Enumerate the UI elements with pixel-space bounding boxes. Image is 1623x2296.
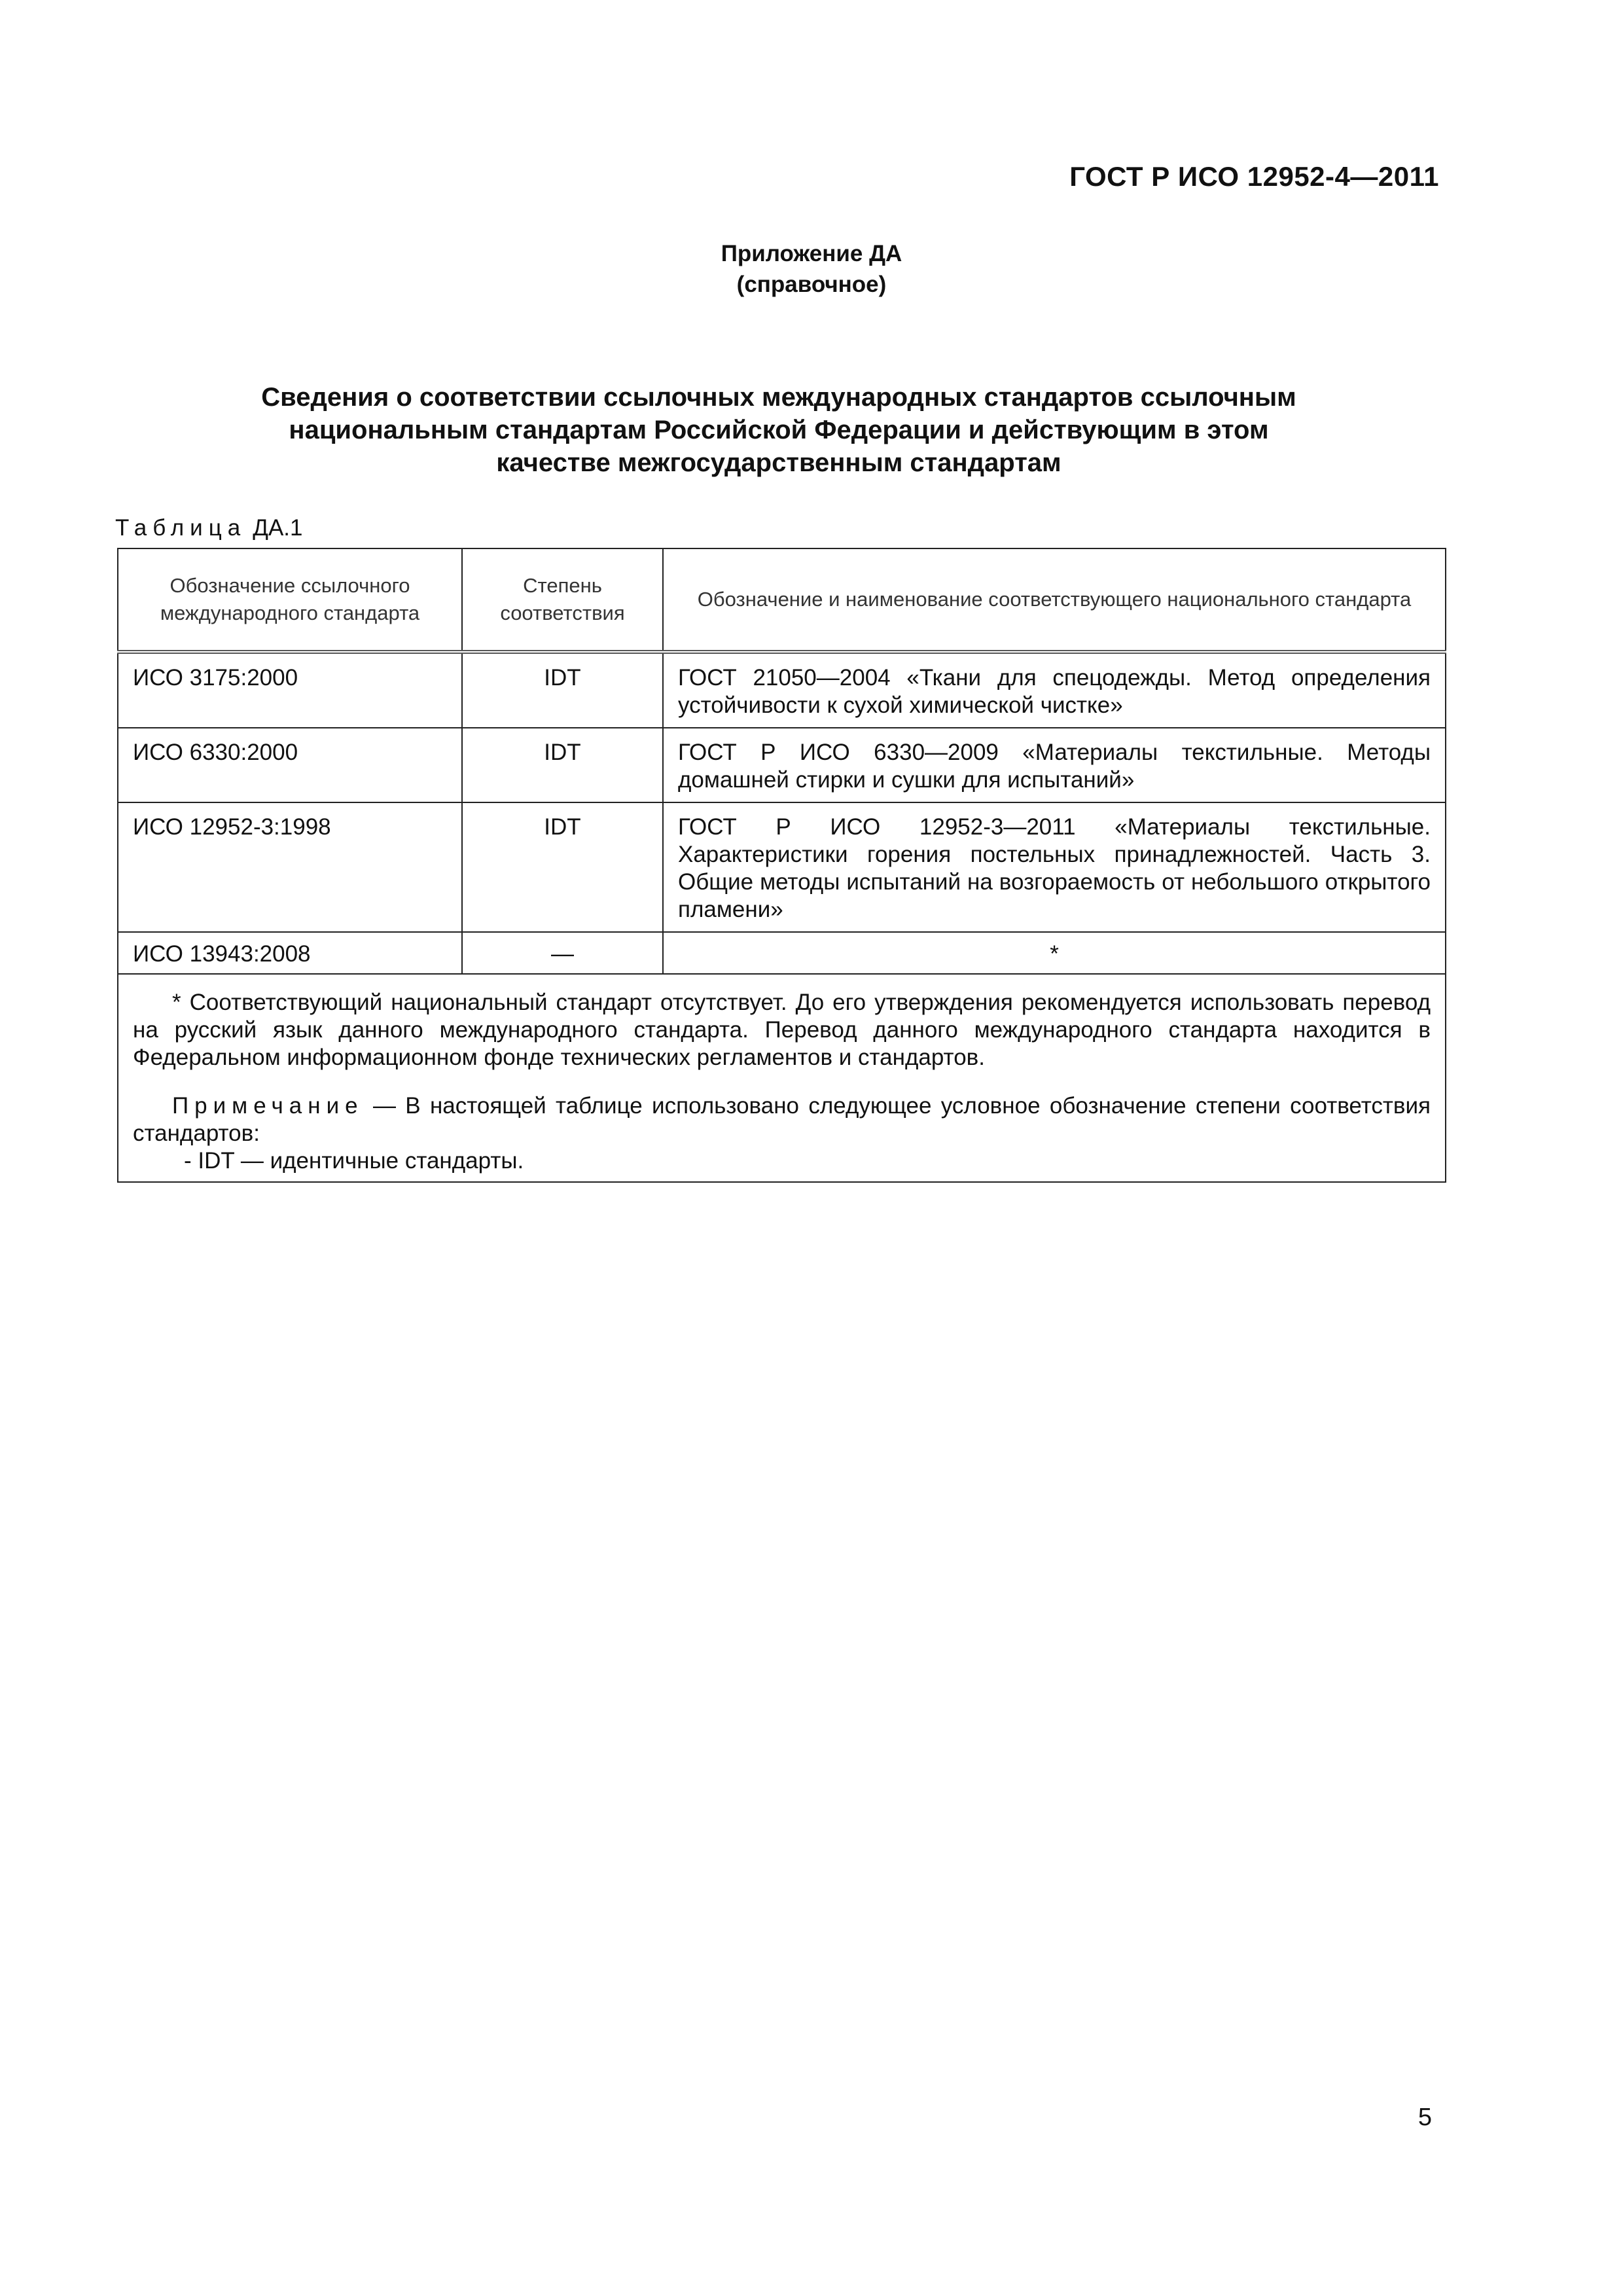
table-footnote-row bbox=[118, 974, 1446, 1182]
cell-name: * bbox=[663, 932, 1446, 974]
cell-degree: IDT bbox=[462, 802, 663, 932]
appendix-heading bbox=[0, 238, 1623, 300]
cell-code: ИСО 3175:2000 bbox=[118, 652, 462, 728]
cell-degree: IDT bbox=[462, 652, 663, 728]
table-row bbox=[118, 802, 1446, 932]
footnote-text: * Соответствующий национальный стандарт отсутствует. До его утверждения рекомендуется использовать перевод на русский язык данного международного стандарта. Перевод данного международного стандарта находится в Федеральном информационном фонде технических регламентов и стандартов. bbox=[133, 990, 1431, 1070]
table-label-number: ДА.1 bbox=[253, 515, 303, 541]
header-international-standard: Обозначение ссылочного международного стандарта bbox=[118, 548, 462, 652]
cell-name: ГОСТ Р ИСО 6330—2009 «Материалы текстильные. Методы домашней стирки и сушки для испытаний» bbox=[663, 728, 1446, 802]
main-title-line-3: качестве межгосударственным стандартам bbox=[496, 448, 1061, 477]
header-national-standard: Обозначение и наименование соответствующего национального стандарта bbox=[663, 548, 1446, 652]
table-row bbox=[118, 652, 1446, 728]
correspondence-table bbox=[117, 548, 1446, 1183]
cell-code: ИСО 12952-3:1998 bbox=[118, 802, 462, 932]
table-footnote-cell bbox=[118, 974, 1446, 1182]
table-label bbox=[115, 515, 302, 541]
cell-code: ИСО 13943:2008 bbox=[118, 932, 462, 974]
table-row bbox=[118, 932, 1446, 974]
cell-degree: — bbox=[462, 932, 663, 974]
note-text: — В настоящей таблице использовано следующее условное обозначение степени соответствия стандартов: bbox=[133, 1093, 1431, 1146]
main-title-line-2: национальным стандартам Российской Федерации и действующим в этом bbox=[289, 416, 1269, 444]
main-title-line-1: Сведения о соответствии ссылочных международных стандартов ссылочным bbox=[261, 383, 1296, 412]
table-row bbox=[118, 728, 1446, 802]
page-number: 5 bbox=[1418, 2104, 1432, 2131]
table-header-row bbox=[118, 548, 1446, 652]
table-label-word: Таблица bbox=[115, 515, 247, 541]
appendix-title: Приложение ДА bbox=[721, 241, 902, 266]
header-degree: Степень соответствия bbox=[462, 548, 663, 652]
note-paragraph bbox=[133, 1092, 1431, 1147]
cell-code: ИСО 6330:2000 bbox=[118, 728, 462, 802]
cell-name: ГОСТ 21050—2004 «Ткани для спецодежды. Метод определения устойчивости к сухой химической чистке» bbox=[663, 652, 1446, 728]
cell-name: ГОСТ Р ИСО 12952-3—2011 «Материалы текстильные. Характеристики горения постельных принадлежностей. Часть 3. Общие методы испытаний на возгораемость от небольшого открытого пламени» bbox=[663, 802, 1446, 932]
document-code: ГОСТ Р ИСО 12952-4—2011 bbox=[1069, 161, 1439, 192]
note-label: Примечание bbox=[172, 1093, 364, 1119]
note-list-item: - IDT — идентичные стандарты. bbox=[184, 1148, 524, 1174]
appendix-subtitle: (справочное) bbox=[736, 272, 887, 297]
cell-degree: IDT bbox=[462, 728, 663, 802]
main-title bbox=[170, 381, 1387, 479]
